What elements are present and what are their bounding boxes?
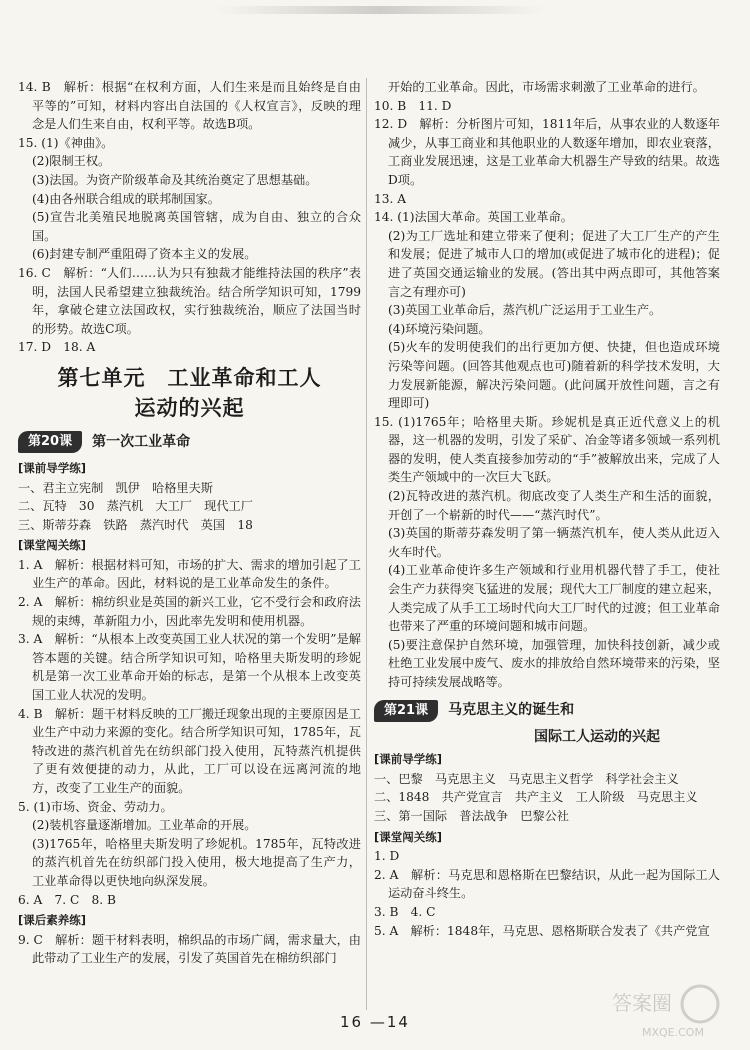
answer-14-1: 14. (1)法国大革命。英国工业革命。 [374,210,573,225]
left-column [18,78,361,968]
answer-14: 14. B 解析：根据“在权利方面，人们生来是而且始终是自由平等的”可知，材料内容出自法国的《人权宣言》，反映的理念是人们生来自由，权利平等。故选B项。 [18,80,361,132]
pre-class-label: [课前导学练] [18,460,87,475]
lesson-21-header [374,700,720,722]
in-class-5-3: (3)1765年，哈格里夫斯发明了珍妮机。1785年，瓦特改进的蒸汽机首先在纺织部门投入使用，极大地提高了生产力，工业革命得以更快地向纵深发展。 [32,836,361,888]
lesson-20-title: 第一次工业革命 [92,433,191,450]
answer-15-1: 15. (1)《神曲》。 [18,135,114,150]
answer-9-continued: 开始的工业革命。因此，市场需求刺激了工业革命的进行。 [388,80,705,94]
answer-15-r3: (3)英国的斯蒂芬森发明了第一辆蒸汽机车，使人类从此迈入火车时代。 [388,526,720,559]
in-class-1: 1. A 解析：根据材料可知，市场的扩大、需求的增加引起了工业生产的革命。因此，材料说的是工业革命发生的条件。 [18,557,361,591]
in-class-label: [课堂闯关练] [18,538,87,553]
unit-title-line-2: 运动的兴起 [134,395,245,420]
answer-15-r5: (5)要注意保护自然环境，加强管理，加快科技创新，减少或杜绝工业发展中废气、废水的排放给自然环境带来的污染，坚持可持续发展战略等。 [388,637,720,689]
in-class-5-1: 5. (1)市场、资金、劳动力。 [18,799,173,814]
in-class-label-21: [课堂闯关练] [374,829,443,844]
watermark-line-2: MXQE.COM [642,1026,704,1039]
pre-class-2: 二、瓦特 30 蒸汽机 大工厂 现代工厂 [18,499,253,514]
answer-14-4: (4)环境污染问题。 [388,321,491,336]
unit-title-line-1: 第七单元 工业革命和工人 [57,365,322,390]
scan-smudge [215,6,545,14]
answer-15-3: (3)法国。为资产阶级革命及其统治奠定了思想基础。 [32,172,318,187]
answer-12: 12. D 解析：分析图片可知，1811年后，从事农业的人数逐年减少，从事工商业和其他职业的人数逐年增加，即农业衰落，工商业发展迅速，这是工业革命大机器生产导致的结果。故选D项。 [374,117,720,187]
lesson-21-title: 马克思主义的诞生和 [448,702,575,719]
in-class-21-3-4: 3. B 4. C [374,904,436,919]
pre-class-21-1: 一、巴黎 马克思主义 马克思主义哲学 科学社会主义 [374,771,679,786]
pre-class-21-2: 二、1848 共产党宣言 共产主义 工人阶级 马克思主义 [374,790,698,805]
answer-14-5: (5)火车的发明使我们的出行更加方便、快捷，但也造成环境污染等问题。(回答其他观点也可)随着新的科学技术发明，大力发展新能源，解决污染问题。(此问属开放性问题，言之有理即可) [388,340,720,411]
pre-class-21-3: 三、第一国际 普法战争 巴黎公社 [374,808,569,823]
answer-15-r2: (2)瓦特改进的蒸汽机。彻底改变了人类生产和生活的面貌，开创了一个崭新的时代——“蒸汽时代”。 [388,489,720,522]
answer-10-11: 10. B 11. D [374,98,452,113]
answer-13: 13. A [374,191,407,206]
in-class-2: 2. A 解析：棉纺织业是英国的新兴工业，它不受行会和政府法规的束缚，革新阻力小，因此率先发明和使用机器。 [18,595,361,628]
column-divider [366,78,367,1010]
right-column [374,78,720,940]
answer-15-2: (2)限制王权。 [32,154,111,169]
pre-class-label-21: [课前导学练] [374,752,443,767]
answer-15-r4: (4)工业革命使许多生产领域和行业用机器代替了手工，使社会生产力获得突飞猛进的发展；现代大工厂制度的建立起来，人类完成了从手工工场时代向大工厂时代的过渡；但工业革命也带来了严重的环境问题和城市问题。 [388,563,720,634]
answer-16: 16. C 解析：“人们……认为只有独裁才能维持法国的秩序”表明，法国人民希望建立独裁统治。结合所学知识可知，1799年，拿破仑建立法国政权，实行独裁统治，顺应了法国当时的形势。故选C项。 [18,265,361,336]
answer-15-r1: 15. (1)1765年；哈格里夫斯。珍妮机是真正近代意义上的机器，这一机器的发明，引发了采矿、冶金等诸多领域一系列机器的发明，使人类直接参加劳动的“手”被解放出来，完成了人类生产领域中的一次巨大飞跃。 [374,414,720,485]
answer-15-6: (6)封建专制严重阻碍了资本主义的发展。 [32,247,257,262]
lesson-20-header [18,431,361,453]
in-class-3: 3. A 解析：“从根本上改变英国工业人状况的第一个发明”是解答本题的关键。结合所学知识可知，哈格里夫斯发明的珍妮机是第一次工业革命开始的标志，是第一个从根本上改变英国工业人状况的发明。 [18,632,361,703]
answer-14-2: (2)为工厂选址和建立带来了便利；促进了大工厂生产的产生和发展；促进了城市人口的增加(或促进了城市化的进程)；促进了英国交通运输业的发展。(答出其中两点即可，其他答案言之有理亦可) [388,228,720,299]
answer-14-3: (3)英国工业革命后，蒸汽机广泛运用于工业生产。 [388,303,662,318]
in-class-4: 4. B 解析：题干材料反映的工厂搬迁现象出现的主要原因是工业生产中动力来源的变化。结合所学知识可知，1785年，瓦特改进的蒸汽机首先在纺织部门投入使用，瓦特蒸汽机提供了更有效便捷的动力，从此，工厂可以设在远离河流的地方，改变了工业生产的面貌。 [18,706,361,795]
watermark-line-1: 答案圈 [612,991,672,1015]
lesson-21-badge: 第21课 [374,700,438,722]
in-class-6-8: 6. A 7. C 8. B [18,892,116,907]
page-number: 16 —14 [340,1013,410,1031]
answer-17-18: 17. D 18. A [18,340,96,355]
in-class-21-5: 5. A 解析：1848年，马克思、恩格斯联合发表了《共产党宣 [374,923,710,938]
answer-15-4: (4)由各州联合组成的联邦制国家。 [32,191,220,206]
lesson-20-badge: 第20课 [18,431,82,453]
after-class-label: [课后素养练] [18,913,87,928]
lesson-21-title-line-2: 国际工人运动的兴起 [534,728,660,745]
in-class-21-2: 2. A 解析：马克思和恩格斯在巴黎结识，从此一起为国际工人运动奋斗终生。 [374,867,720,901]
after-class-9: 9. C 解析：题干材料表明，棉织品的市场广阔，需求量大，由此带动了工业生产的发展，引发了英国首先在棉纺织部门 [18,932,361,966]
pre-class-1: 一、君主立宪制 凯伊 哈格里夫斯 [18,480,213,495]
pre-class-3: 三、斯蒂芬森 铁路 蒸汽时代 英国 18 [18,517,253,532]
in-class-5-2: (2)装机容量逐渐增加。工业革命的开展。 [32,818,257,833]
watermark-logo [602,980,742,1042]
in-class-21-1: 1. D [374,849,400,864]
answer-15-5: (5)宣告北美殖民地脱离英国管辖，成为自由、独立的合众国。 [32,210,361,243]
